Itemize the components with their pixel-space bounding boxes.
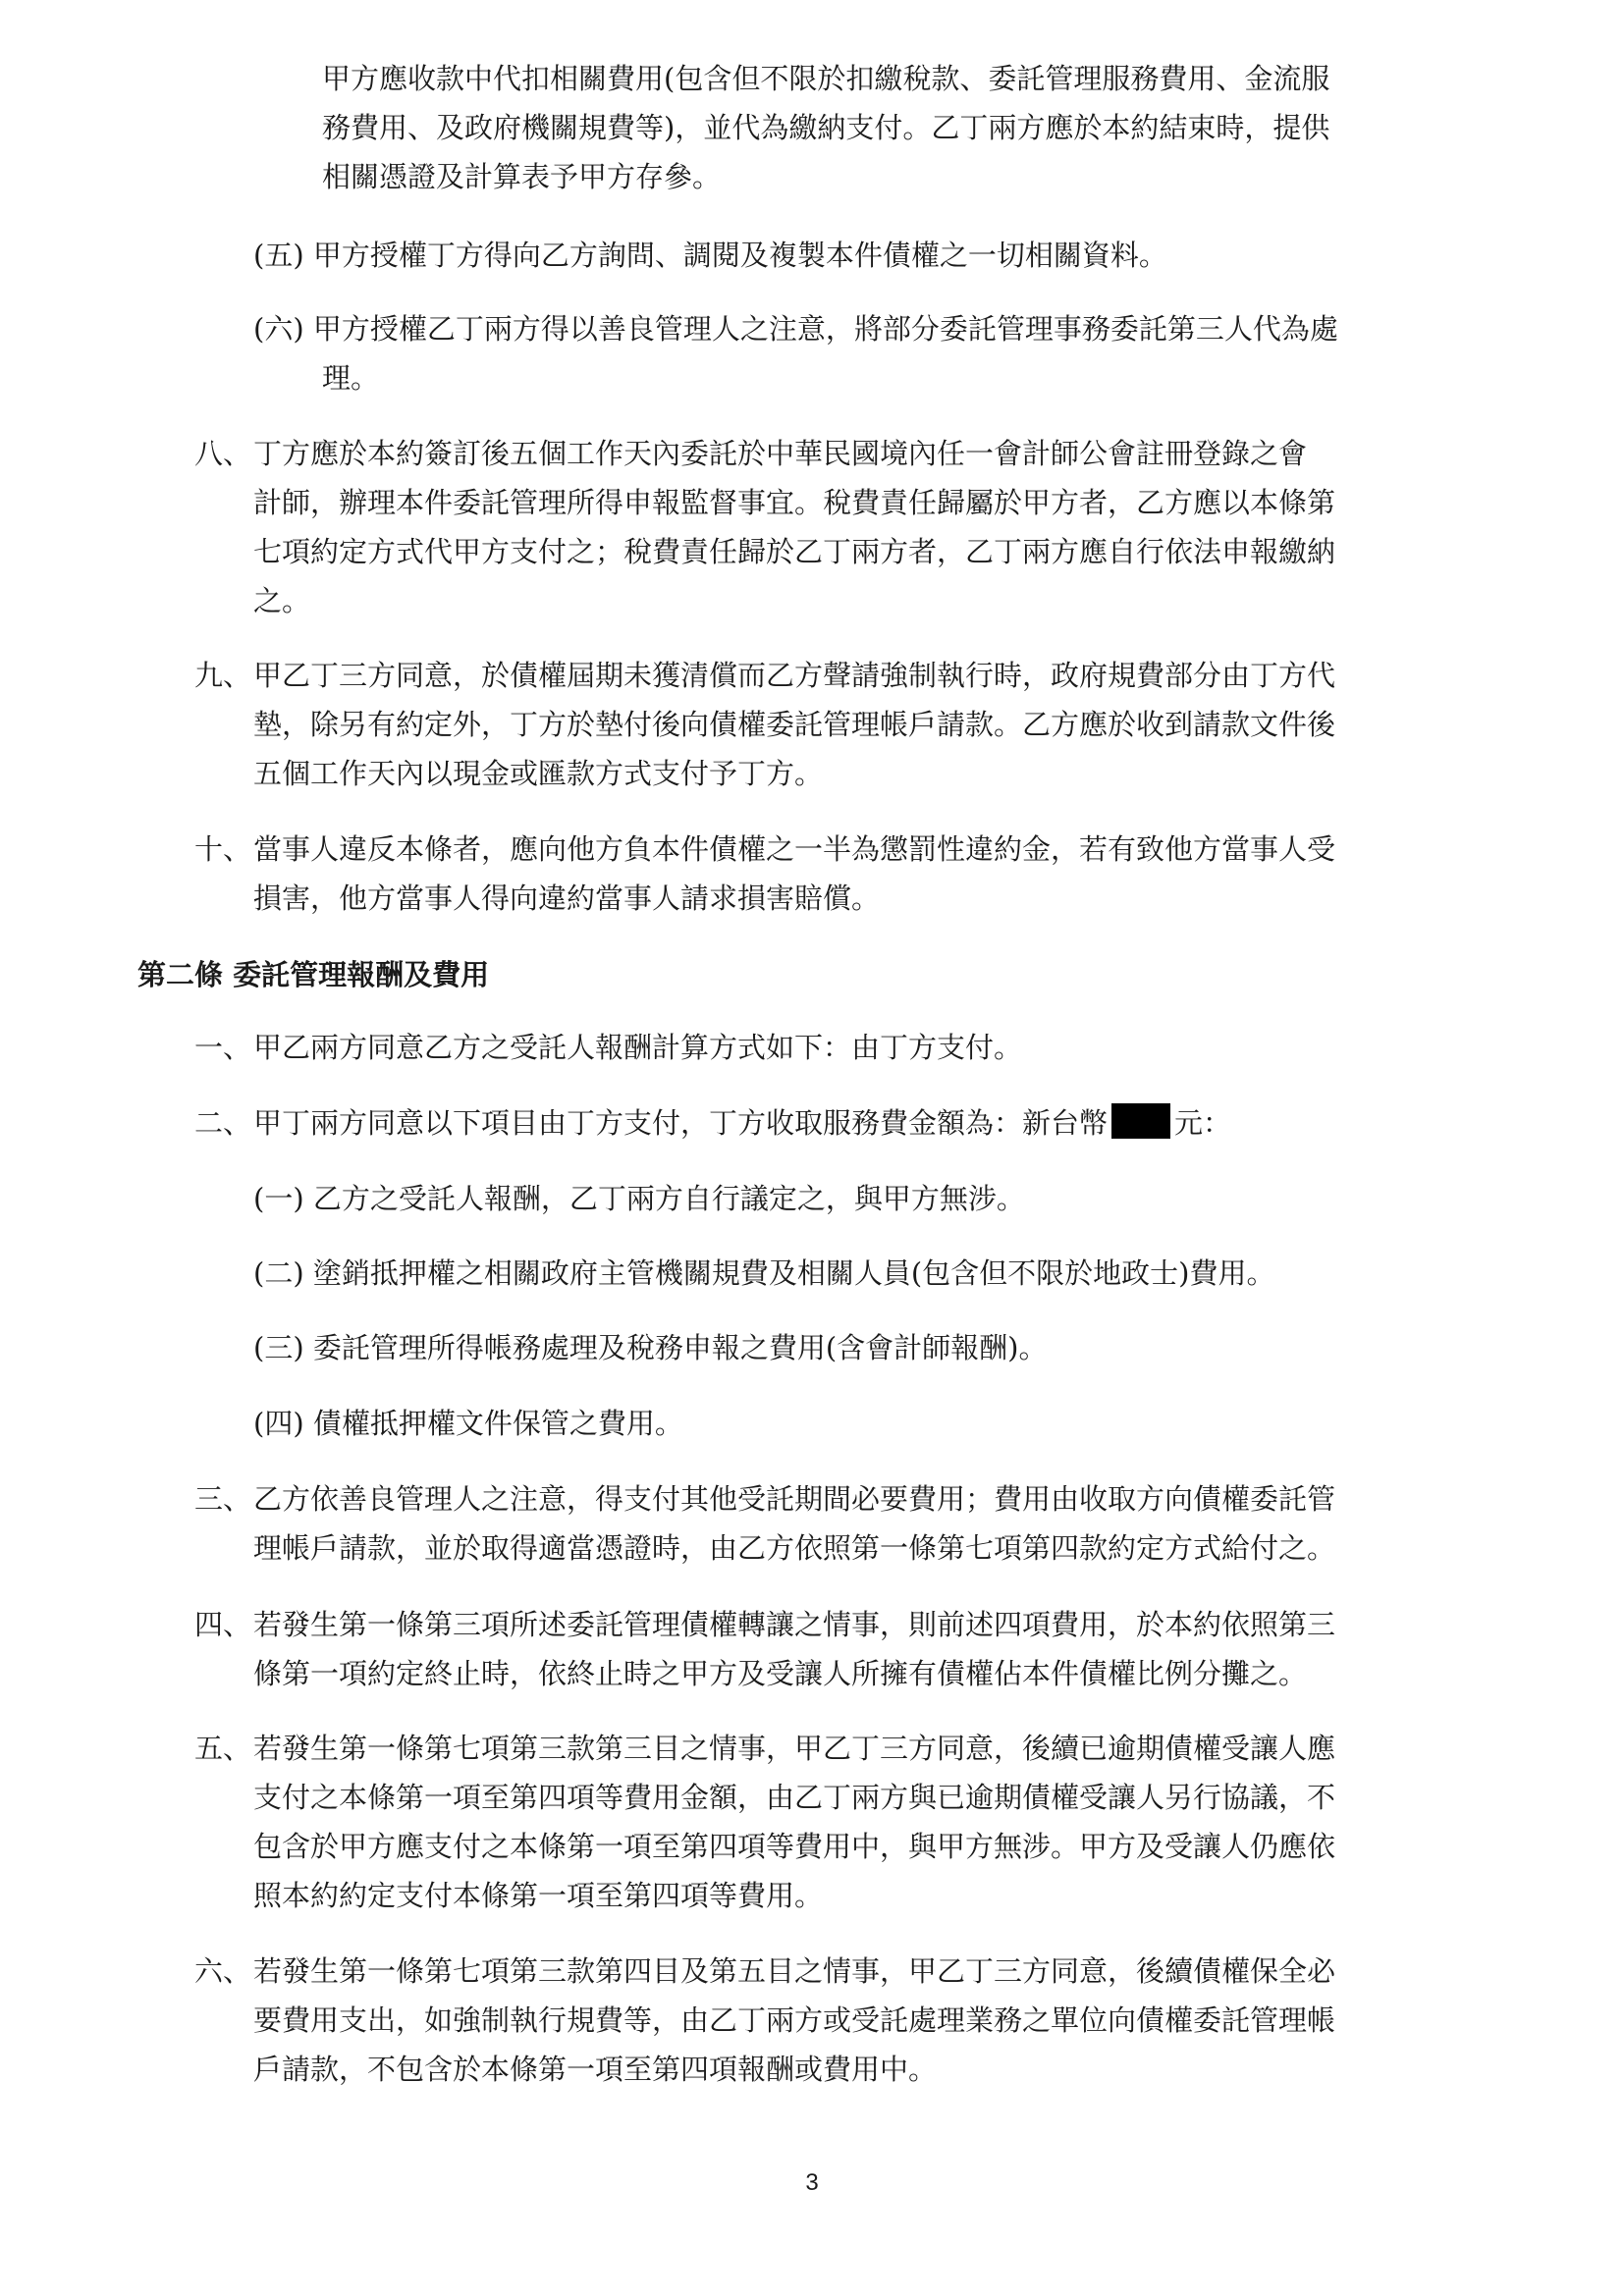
line: 照本約約定支付本條第一項至第四項等費用。 bbox=[253, 1879, 824, 1912]
line: 戶請款，不包含於本條第一項至第四項報酬或費用中。 bbox=[253, 2053, 938, 2086]
article2-item-3 bbox=[194, 1474, 1336, 1573]
line: 支付之本條第一項至第四項等費用金額，由乙丁兩方與已逾期債權受讓人另行協議，不 bbox=[253, 1781, 1336, 1814]
sub-item-marker: (六) bbox=[253, 312, 304, 346]
page-number: 3 bbox=[805, 2169, 819, 2196]
article2-item-1 bbox=[194, 1023, 1023, 1072]
line: 當事人違反本條者，應向他方負本件債權之一半為懲罰性違約金，若有致他方當事人受 bbox=[253, 832, 1336, 866]
article2-item-2 bbox=[194, 1098, 1232, 1148]
item-8 bbox=[194, 429, 1336, 625]
line: 甲方授權乙丁兩方得以善良管理人之注意，將部分委託管理事務委託第三人代為處 bbox=[312, 312, 1338, 346]
line: 甲方應收款中代扣相關費用(包含但不限於扣繳稅款、委託管理服務費用、金流服 bbox=[322, 62, 1330, 95]
line: 計師，辦理本件委託管理所得申報監督事宜。稅費責任歸屬於甲方者，乙方應以本條第 bbox=[253, 486, 1336, 519]
article2-item-5 bbox=[194, 1724, 1336, 1920]
item-marker: 八、 bbox=[194, 437, 252, 470]
line: 務費用、及政府機關規費等)，並代為繳納支付。乙丁兩方應於本約結束時，提供 bbox=[322, 111, 1330, 144]
item-10 bbox=[194, 825, 1336, 923]
article2-sub-4 bbox=[253, 1399, 683, 1448]
line: 甲乙丁三方同意，於債權屆期未獲清償而乙方聲請強制執行時，政府規費部分由丁方代 bbox=[253, 659, 1336, 692]
sub-item-marker: (四) bbox=[253, 1407, 304, 1440]
sub-item-marker: (三) bbox=[253, 1331, 304, 1364]
line: 要費用支出，如強制執行規費等，由乙丁兩方或受託處理業務之單位向債權委託管理帳 bbox=[253, 2003, 1336, 2037]
line: 甲丁兩方同意以下項目由丁方支付，丁方收取服務費金額為：新台幣 bbox=[253, 1106, 1109, 1140]
article2-sub-2 bbox=[253, 1249, 1275, 1298]
line: 五個工作天內以現金或匯款方式支付予丁方。 bbox=[253, 757, 824, 790]
line: 損害，他方當事人得向違約當事人請求損害賠償。 bbox=[253, 881, 881, 915]
line: 相關憑證及計算表予甲方存參。 bbox=[322, 160, 722, 193]
item-marker: 十、 bbox=[194, 832, 252, 866]
article2-sub-3 bbox=[253, 1323, 1048, 1372]
line: 委託管理所得帳務處理及稅務申報之費用(含會計師報酬)。 bbox=[312, 1331, 1048, 1364]
article2-item-4 bbox=[194, 1600, 1336, 1698]
line: 債權抵押權文件保管之費用。 bbox=[312, 1407, 683, 1440]
item-marker: 一、 bbox=[194, 1031, 252, 1064]
line: 理帳戶請款，並於取得適當憑證時，由乙方依照第一條第七項第四款約定方式給付之。 bbox=[253, 1531, 1336, 1565]
article2-item-6 bbox=[194, 1947, 1336, 2094]
article-heading: 第二條 委託管理報酬及費用 bbox=[137, 958, 490, 991]
line: 七項約定方式代甲方支付之；稅費責任歸於乙丁兩方者，乙丁兩方應自行依法申報繳納 bbox=[253, 535, 1336, 568]
line: 條第一項約定終止時，依終止時之甲方及受讓人所擁有債權佔本件債權比例分攤之。 bbox=[253, 1657, 1308, 1690]
line: 理。 bbox=[322, 361, 380, 395]
line: 若發生第一條第三項所述委託管理債權轉讓之情事，則前述四項費用，於本約依照第三 bbox=[253, 1608, 1336, 1641]
sub-item-marker: (五) bbox=[253, 239, 304, 272]
line: 之。 bbox=[253, 584, 311, 617]
item-9 bbox=[194, 651, 1336, 798]
item-marker: 四、 bbox=[194, 1608, 252, 1641]
intro-paragraph bbox=[322, 54, 1329, 201]
line: 丁方應於本約簽訂後五個工作天內委託於中華民國境內任一會計師公會註冊登錄之會 bbox=[253, 437, 1308, 470]
article2-sub-1 bbox=[253, 1174, 1025, 1223]
item-marker: 二、 bbox=[194, 1106, 252, 1140]
item-marker: 五、 bbox=[194, 1732, 252, 1765]
line: 墊，除另有約定外，丁方於墊付後向債權委託管理帳戶請款。乙方應於收到請款文件後 bbox=[253, 708, 1336, 741]
item-marker: 九、 bbox=[194, 659, 252, 692]
sub-item-marker: (一) bbox=[253, 1182, 304, 1215]
line: 若發生第一條第七項第三款第三目之情事，甲乙丁三方同意，後續已逾期債權受讓人應 bbox=[253, 1732, 1336, 1765]
line: 甲乙兩方同意乙方之受託人報酬計算方式如下：由丁方支付。 bbox=[253, 1031, 1023, 1064]
redaction-box bbox=[1111, 1103, 1170, 1139]
line: 塗銷抵押權之相關政府主管機關規費及相關人員(包含但不限於地政士)費用。 bbox=[312, 1256, 1275, 1290]
line: 元： bbox=[1174, 1106, 1232, 1140]
line: 若發生第一條第七項第三款第四目及第五目之情事，甲乙丁三方同意，後續債權保全必 bbox=[253, 1954, 1336, 1988]
item-marker: 三、 bbox=[194, 1482, 252, 1516]
line: 乙方依善良管理人之注意，得支付其他受託期間必要費用；費用由收取方向債權委託管 bbox=[253, 1482, 1336, 1516]
line: 甲方授權丁方得向乙方詢問、調閱及複製本件債權之一切相關資料。 bbox=[312, 239, 1167, 272]
line: 乙方之受託人報酬，乙丁兩方自行議定之，與甲方無涉。 bbox=[312, 1182, 1025, 1215]
line: 包含於甲方應支付之本條第一項至第四項等費用中，與甲方無涉。甲方及受讓人仍應依 bbox=[253, 1830, 1336, 1863]
sub-item-6 bbox=[253, 304, 1338, 402]
sub-item-marker: (二) bbox=[253, 1256, 304, 1290]
item-marker: 六、 bbox=[194, 1954, 252, 1988]
sub-item-5 bbox=[253, 231, 1167, 280]
